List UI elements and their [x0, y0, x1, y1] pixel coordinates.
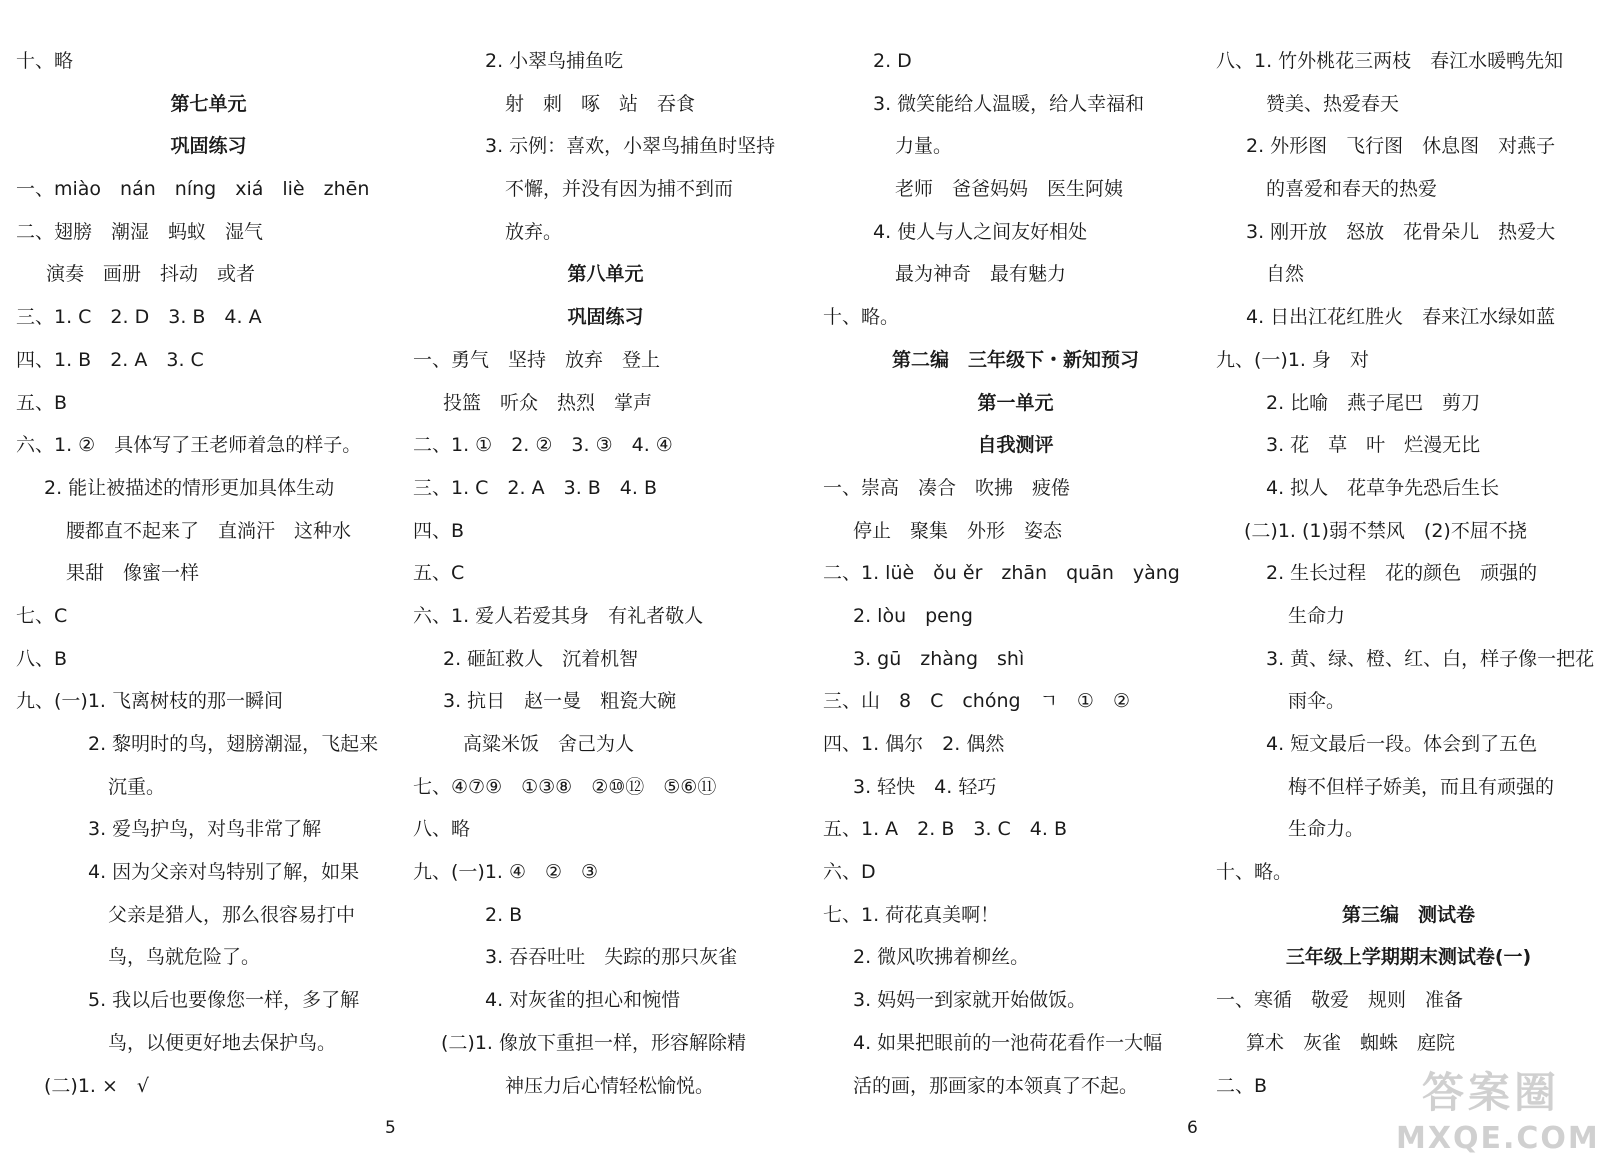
- column-1: [16, 40, 401, 1107]
- answer-line: 七、④⑦⑨ ①③⑧ ②⑩⑫ ⑤⑥⑪: [413, 775, 717, 798]
- section-heading: 第七单元: [170, 92, 247, 115]
- answer-line: 果甜 像蜜一样: [66, 562, 200, 585]
- answer-line: 算术 灰雀 蜘蛛 庭院: [1246, 1031, 1456, 1054]
- section-heading: 第二编 三年级下・新知预习: [891, 348, 1139, 371]
- watermark-url: MXQE.COM: [1396, 1121, 1600, 1156]
- answer-line: 3. 花 草 叶 烂漫无比: [1266, 434, 1481, 457]
- answer-line: 4. 对灰雀的担心和惋惜: [485, 989, 681, 1012]
- answer-line: 父亲是猎人，那么很容易打中: [108, 903, 356, 926]
- answer-line: 鸟，鸟就危险了。: [108, 946, 261, 969]
- answer-line: 2. 比喻 燕子尾巴 剪刀: [1266, 391, 1481, 414]
- answer-line: 4. 使人与人之间友好相处: [873, 220, 1088, 243]
- answer-line: 3. 抗日 赵一曼 粗瓷大碗: [443, 690, 677, 713]
- answer-line: 十、略: [16, 50, 74, 72]
- answer-line: 五、1. A 2. B 3. C 4. B: [823, 818, 1068, 841]
- watermark: [1396, 1065, 1600, 1165]
- answer-line: 2. 能让被描述的情形更加具体生动: [44, 476, 335, 499]
- watermark-logo-text: 答案圈: [1421, 1068, 1560, 1117]
- answer-line: 2. D: [873, 50, 912, 72]
- answer-line: 六、1. ② 具体写了王老师着急的样子。: [16, 434, 362, 457]
- answer-line: 十、略。: [823, 306, 900, 329]
- answer-line: 3. 吞吞吐吐 失踪的那只灰雀: [485, 946, 738, 969]
- answer-line: 二、1. lüè ǒu ěr zhān quān yàng: [823, 562, 1180, 585]
- answer-line: 沉重。: [108, 775, 166, 798]
- answer-line: 2. 砸缸救人 沉着机智: [443, 647, 639, 670]
- answer-line: (二)1. 像放下重担一样，形容解除精: [441, 1031, 746, 1054]
- answer-line: 老师 爸爸妈妈 医生阿姨: [895, 178, 1124, 201]
- answer-line: 自然: [1266, 263, 1305, 286]
- answer-line: 力量。: [895, 135, 953, 158]
- section-heading: 三年级上学期期末测试卷(一): [1285, 946, 1532, 969]
- answer-line: 三、山 8 C chóng ㄱ ① ②: [823, 690, 1130, 713]
- answer-line: 停止 聚集 外形 姿态: [853, 519, 1063, 542]
- answer-line: 射 刺 啄 站 吞食: [505, 92, 696, 115]
- section-heading: 自我测评: [977, 434, 1054, 457]
- answer-line: 高粱米饭 舍己为人: [463, 733, 635, 755]
- page-number-left: 5: [385, 1118, 396, 1138]
- section-heading: 巩固练习: [567, 306, 644, 329]
- answer-line: 生命力。: [1288, 818, 1365, 841]
- answer-line: 一、崇高 凑合 吹拂 疲倦: [823, 476, 1071, 499]
- answer-line: 3. 微笑能给人温暖，给人幸福和: [873, 92, 1145, 115]
- answer-line: (二)1. (1)弱不禁风 (2)不屈不挠: [1244, 519, 1527, 542]
- answer-line: 4. 短文最后一段。体会到了五色: [1266, 733, 1538, 755]
- answer-line: 演奏 画册 抖动 或者: [46, 263, 256, 286]
- answer-line: 4. 拟人 花草争先恐后生长: [1266, 476, 1500, 499]
- answer-line: 生命力: [1288, 604, 1346, 627]
- answer-line: 二、翅膀 潮湿 蚂蚁 湿气: [16, 220, 264, 243]
- answer-line: 5. 我以后也要像您一样，多了解: [88, 989, 360, 1012]
- answer-line: 四、1. B 2. A 3. C: [16, 348, 204, 371]
- answer-line: 3. 妈妈一到家就开始做饭。: [853, 989, 1087, 1012]
- answer-line: 4. 如果把眼前的一池荷花看作一大幅: [853, 1031, 1163, 1054]
- answer-line: 3. 轻快 4. 轻巧: [853, 775, 997, 798]
- answer-line: 3. 刚开放 怒放 花骨朵儿 热爱大: [1246, 220, 1556, 243]
- answer-line: 十、略。: [1216, 861, 1293, 884]
- answer-line: 2. 小翠鸟捕鱼吃: [485, 50, 624, 72]
- answer-line: 活的画，那画家的本领真了不起。: [853, 1074, 1139, 1097]
- answer-line: 雨伞。: [1288, 690, 1346, 713]
- answer-line: 放弃。: [505, 220, 563, 243]
- answer-line: 2. B: [485, 903, 523, 926]
- answer-line: 一、勇气 坚持 放弃 登上: [413, 348, 661, 371]
- page-number-right: 6: [1187, 1118, 1198, 1138]
- answer-line: 最为神奇 最有魅力: [895, 263, 1067, 286]
- answer-line: 三、1. C 2. A 3. B 4. B: [413, 476, 658, 499]
- answer-line: 七、C: [16, 604, 68, 627]
- answer-line: 2. 外形图 飞行图 休息图 对燕子: [1246, 135, 1556, 158]
- column-4: [1216, 40, 1600, 1107]
- answer-line: 3. 示例：喜欢，小翠鸟捕鱼时坚持: [485, 135, 776, 158]
- answer-line: 2. 生长过程 花的颜色 顽强的: [1266, 562, 1538, 585]
- answer-line: 2. lòu peng: [853, 604, 973, 627]
- section-heading: 第一单元: [977, 391, 1054, 414]
- answer-line: 七、1. 荷花真美啊！: [823, 903, 1000, 926]
- section-heading: 第三编 测试卷: [1341, 903, 1475, 926]
- answer-line: 五、B: [16, 391, 68, 414]
- answer-line: 梅不但样子娇美，而且有顽强的: [1288, 775, 1555, 798]
- answer-line: 四、B: [413, 519, 465, 542]
- answer-line: 神压力后心情轻松愉悦。: [505, 1074, 715, 1097]
- answer-line: 的喜爱和春天的热爱: [1266, 178, 1438, 201]
- answer-line: 3. 爱鸟护鸟，对鸟非常了解: [88, 818, 322, 841]
- answer-line: 二、1. ① 2. ② 3. ③ 4. ④: [413, 434, 673, 457]
- answer-line: 腰都直不起来了 直淌汗 这种水: [66, 519, 352, 542]
- answer-line: 二、B: [1216, 1074, 1268, 1097]
- answer-line: 三、1. C 2. D 3. B 4. A: [16, 306, 262, 329]
- answer-line: 八、1. 竹外桃花三两枝 春江水暖鸭先知: [1216, 50, 1564, 72]
- answer-line: 九、(一)1. ④ ② ③: [413, 861, 599, 884]
- column-3: [823, 40, 1208, 1107]
- answer-line: 一、miào nán níng xiá liè zhēn: [16, 178, 370, 201]
- answer-line: 八、B: [16, 647, 68, 670]
- answer-line: 八、略: [413, 818, 471, 841]
- answer-line: 六、1. 爱人若爱其身 有礼者敬人: [413, 604, 704, 627]
- section-heading: 第八单元: [567, 263, 644, 286]
- answer-line: 3. 黄、绿、橙、红、白，样子像一把花: [1266, 647, 1595, 670]
- answer-line: 不懈，并没有因为捕不到而: [505, 178, 734, 201]
- answer-line: 2. 微风吹拂着柳丝。: [853, 946, 1030, 969]
- answer-line: 4. 日出江花红胜火 春来江水绿如蓝: [1246, 306, 1556, 329]
- answer-line: 一、寒循 敬爱 规则 准备: [1216, 989, 1464, 1012]
- column-2: [413, 40, 798, 1107]
- answer-line: 3. gū zhàng shì: [853, 647, 1025, 670]
- answer-line: (二)1. × √: [44, 1074, 150, 1097]
- answer-line: 2. 黎明时的鸟，翅膀潮湿，飞起来: [88, 733, 379, 755]
- answer-line: 鸟，以便更好地去保护鸟。: [108, 1031, 337, 1054]
- answer-line: 九、(一)1. 飞离树枝的那一瞬间: [16, 690, 283, 713]
- section-heading: 巩固练习: [170, 135, 247, 158]
- answer-line: 4. 因为父亲对鸟特别了解，如果: [88, 861, 360, 884]
- answer-line: 六、D: [823, 861, 876, 884]
- answer-line: 投篮 听众 热烈 掌声: [443, 391, 653, 414]
- answer-line: 四、1. 偶尔 2. 偶然: [823, 733, 1005, 755]
- answer-line: 五、C: [413, 562, 465, 585]
- answer-line: 赞美、热爱春天: [1266, 92, 1400, 115]
- answer-line: 九、(一)1. 身 对: [1216, 348, 1369, 371]
